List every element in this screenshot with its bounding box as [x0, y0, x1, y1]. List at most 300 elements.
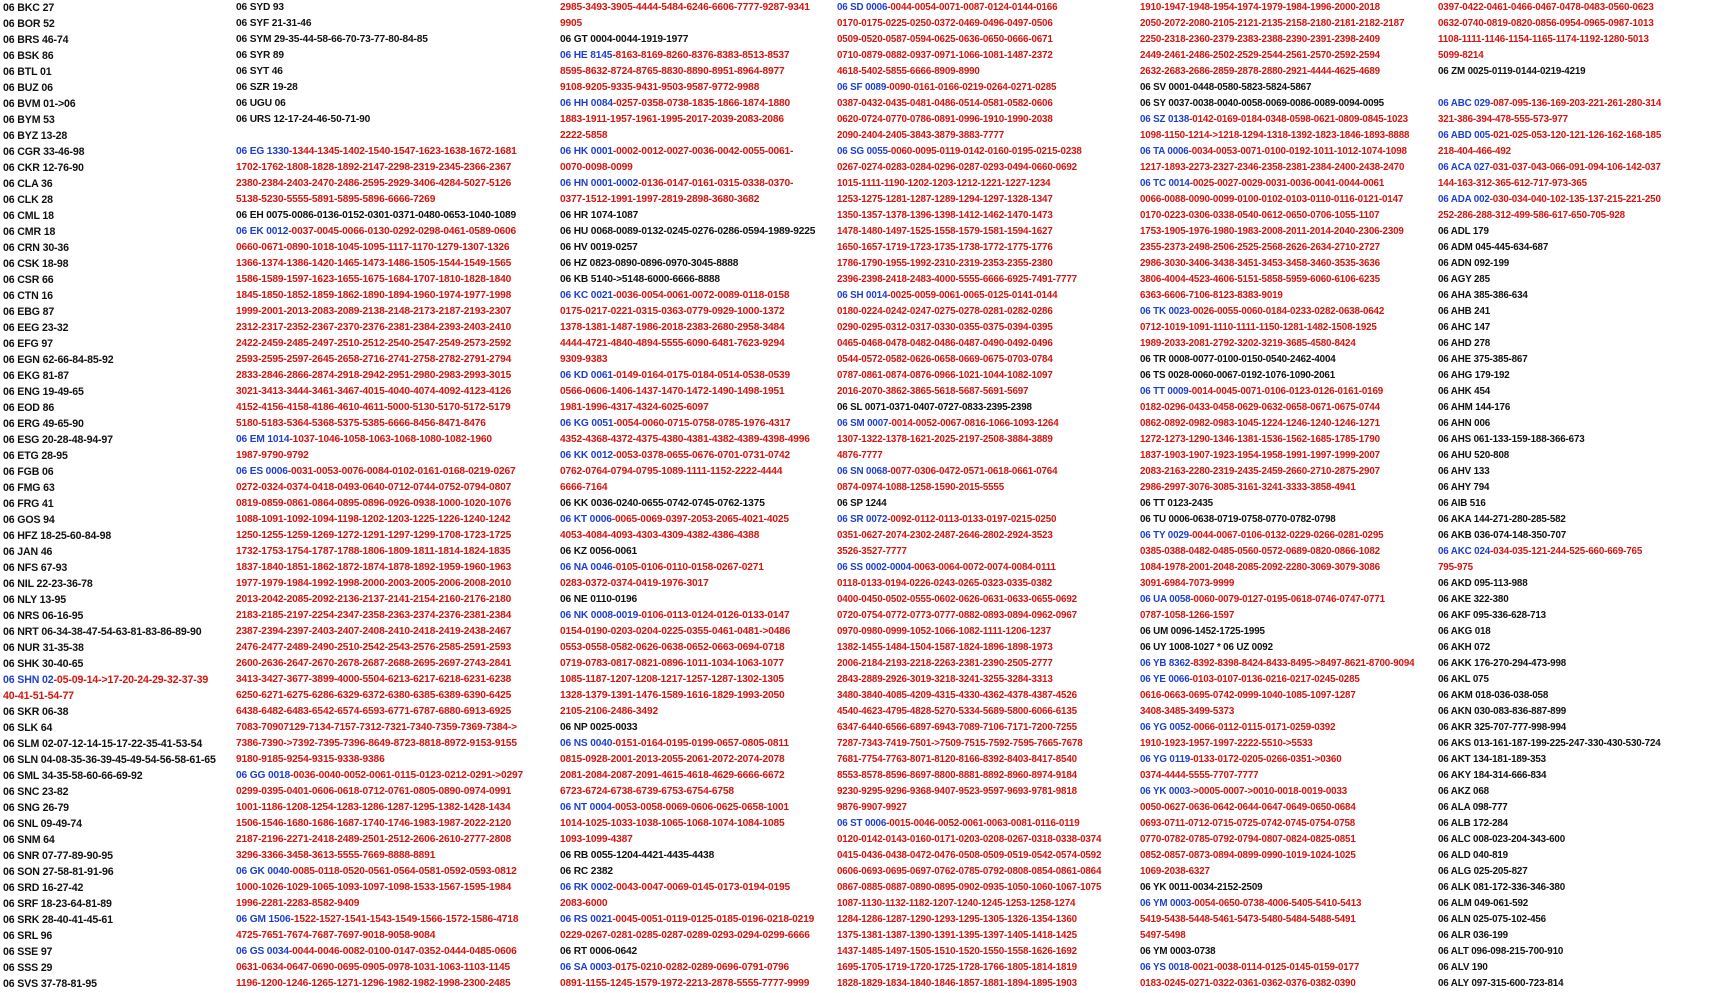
list-line — [560, 848, 835, 864]
list-line — [236, 224, 558, 240]
plate-entry: 06 ADL 179 — [1438, 226, 1489, 237]
number-series: -0106-0113-0124-0126-0133-0147 — [638, 610, 790, 621]
list-line — [837, 640, 1138, 656]
list-line — [1140, 64, 1436, 80]
plate-entry: 06 RB 0055-1204-4421-4435-4438 — [560, 850, 715, 861]
list-line — [236, 480, 558, 496]
list-line — [236, 976, 558, 992]
number-series: 0553-0558-0582-0626-0638-0652-0663-0694-0718 — [560, 642, 785, 653]
list-line — [560, 656, 835, 672]
number-series: -0034-0053-0071-0100-0192-1011-1012-1074-1098 — [1188, 146, 1407, 157]
plate-entry: 06 HFZ 18-25-60-84-98 — [3, 530, 112, 542]
list-line — [560, 96, 835, 112]
list-line — [3, 880, 233, 896]
list-line — [560, 48, 835, 64]
list-line — [236, 880, 558, 896]
plate-entry: 06 SP 1244 — [837, 498, 887, 509]
number-series: 5180-5183-5364-5368-5375-5385-6666-8456-8471-8476 — [236, 418, 486, 429]
number-series: -0092-0112-0113-0133-0197-0215-0250 — [887, 514, 1057, 525]
list-line — [1140, 688, 1436, 704]
list-line — [1140, 448, 1436, 464]
list-line — [1438, 0, 1693, 16]
prefix-code: 06 SN 0068 — [837, 466, 888, 477]
prefix-code: 06 ADA 002 — [1438, 194, 1490, 205]
number-series: 0631-0634-0647-0690-0695-0905-0978-1031-1063-1103-1145 — [236, 962, 510, 973]
number-series: 1999-2001-2013-2083-2089-2138-2148-2173-2187-2193-2307 — [236, 306, 512, 317]
prefix-code: 06 HH 0084 — [560, 98, 613, 109]
plate-entry: 06 AKS 013-161-187-199-225-247-330-430-530-724 — [1438, 738, 1661, 749]
number-series: 3296-3366-3458-3613-5555-7669-8888-8891 — [236, 850, 436, 861]
list-line — [236, 768, 558, 784]
list-line — [1140, 800, 1436, 816]
number-series: -0054-0060-0715-0758-0785-1976-4317 — [613, 418, 791, 429]
list-line — [3, 784, 233, 800]
list-line — [236, 560, 558, 576]
list-line — [1438, 880, 1693, 896]
list-line — [560, 480, 835, 496]
list-line — [837, 688, 1138, 704]
prefix-code: 06 RK 0002 — [560, 882, 613, 893]
plate-entry: 06 BYM 53 — [3, 114, 55, 126]
number-series: 2449-2461-2486-2502-2529-2544-2561-2570-2592-2594 — [1140, 50, 1380, 61]
plate-entry: 06 CSR 66 — [3, 274, 54, 286]
number-series: -0043-0047-0069-0145-0173-0194-0195 — [612, 882, 791, 893]
list-line — [3, 512, 233, 528]
prefix-code: 06 NK 0008-0019 — [560, 610, 639, 621]
list-line — [560, 400, 835, 416]
number-series: -0036-0040-0052-0061-0115-0123-0212-0291->0297 — [290, 770, 524, 781]
number-series: 9876-9907-9927 — [837, 802, 907, 813]
list-line — [3, 480, 233, 496]
plate-entry: 06 SYR 89 — [236, 50, 284, 61]
list-line — [3, 240, 233, 256]
number-series: -0044-0054-0071-0087-0124-0144-0166 — [887, 2, 1058, 13]
list-line — [1140, 512, 1436, 528]
plate-entry: 06 ALD 040-819 — [1438, 850, 1508, 861]
prefix-code: 06 YK 0003 — [1140, 786, 1191, 797]
number-series: 2843-2889-2926-3019-3218-3241-3255-3284-3313 — [837, 674, 1053, 685]
number-series: 2387-2394-2397-2403-2407-2408-2410-2418-2419-2438-2467 — [236, 626, 512, 637]
plate-entry: 06 BKC 27 — [3, 2, 55, 14]
number-series: 4444-4721-4840-4894-5555-6090-6481-7623-9294 — [560, 338, 785, 349]
list-line — [1140, 640, 1436, 656]
list-line — [1438, 256, 1693, 272]
plate-entry: 06 CKR 12-76-90 — [3, 162, 84, 174]
list-line — [1140, 576, 1436, 592]
list-line — [1140, 208, 1436, 224]
prefix-code: 06 TA 0006 — [1140, 146, 1189, 157]
plate-entry: 06 SL 0071-0371-0407-0727-0833-2395-2398 — [837, 402, 1032, 413]
list-line — [560, 576, 835, 592]
list-line — [3, 976, 233, 992]
list-line — [837, 160, 1138, 176]
number-series: -0045-0051-0119-0125-0185-0196-0218-0219 — [612, 914, 815, 925]
list-line — [3, 96, 233, 112]
number-series: 1307-1322-1378-1621-2025-2197-2508-3884-3889 — [837, 434, 1053, 445]
plate-entry: 06 CRN 30-36 — [3, 242, 69, 254]
list-line — [837, 736, 1138, 752]
number-series: 2050-2072-2080-2105-2121-2135-2158-2180-2181-2182-2187 — [1140, 18, 1405, 29]
list-line — [236, 240, 558, 256]
number-series: 0066-0088-0090-0099-0100-0102-0103-0110-0116-0121-0147 — [1140, 194, 1404, 205]
number-series: 40-41-51-54-77 — [3, 690, 74, 702]
number-series: 0385-0388-0482-0485-0560-0572-0689-0820-0866-1082 — [1140, 546, 1380, 557]
list-line — [837, 208, 1138, 224]
number-series: 0351-0627-2074-2302-2487-2646-2802-2924-3523 — [837, 530, 1053, 541]
number-series: 3091-6984-7073-9999 — [1140, 578, 1235, 589]
plate-entry: 06 SRK 28-40-41-45-61 — [3, 914, 113, 926]
list-line — [3, 144, 233, 160]
prefix-code: 06 ES 0006 — [236, 466, 288, 477]
list-line — [560, 832, 835, 848]
plate-entry: 06 RT 0006-0642 — [560, 946, 638, 957]
list-line — [837, 976, 1138, 992]
list-line — [560, 928, 835, 944]
plate-entry: 06 EEG 23-32 — [3, 322, 69, 334]
list-line — [1438, 624, 1693, 640]
list-line — [1438, 544, 1693, 560]
list-line — [1438, 240, 1693, 256]
number-series: 2250-2318-2360-2379-2383-2388-2390-2391-2398-2409 — [1140, 34, 1380, 45]
number-series: -0085-0118-0520-0561-0564-0581-0592-0593-0812 — [289, 866, 517, 877]
list-line — [236, 624, 558, 640]
list-line — [1438, 848, 1693, 864]
list-line — [1438, 80, 1693, 96]
plate-entry: 06 ALT 096-098-215-700-910 — [1438, 946, 1564, 957]
list-line — [560, 608, 835, 624]
list-line — [1438, 784, 1693, 800]
number-series: -1344-1345-1402-1540-1547-1623-1638-1672-1681 — [288, 146, 517, 157]
number-series: 0272-0324-0374-0418-0493-0640-0712-0744-0752-0794-0807 — [236, 482, 512, 493]
number-series: 0719-0783-0817-0821-0896-1011-1034-1063-1077 — [560, 658, 784, 669]
list-line — [1140, 960, 1436, 976]
plate-entry: 06 AKF 095-336-628-713 — [1438, 610, 1546, 621]
list-line — [1140, 816, 1436, 832]
list-line — [236, 32, 558, 48]
list-line — [1140, 976, 1436, 992]
list-line — [1140, 16, 1436, 32]
number-series: 0712-1019-1091-1110-1111-1150-1281-1482-1508-1925 — [1140, 322, 1377, 333]
number-series: 1786-1790-1955-1992-2310-2319-2353-2355-2380 — [837, 258, 1053, 269]
plate-entry: 06 BOR 52 — [3, 18, 55, 30]
list-line — [560, 736, 835, 752]
plate-entry: 06 AHS 061-133-159-188-366-673 — [1438, 434, 1585, 445]
list-line — [236, 592, 558, 608]
list-line — [560, 0, 835, 16]
number-series: 0400-0450-0502-0555-0602-0626-0631-0633-0655-0692 — [837, 594, 1077, 605]
list-line — [1140, 560, 1436, 576]
list-line — [3, 720, 233, 736]
number-series: 7386-7390->7392-7395-7396-8649-8723-8818-8972-9153-9155 — [236, 738, 517, 749]
list-line — [560, 864, 835, 880]
list-line — [1140, 128, 1436, 144]
number-series: 0377-1512-1991-1997-2819-2898-3680-3682 — [560, 194, 760, 205]
list-line — [837, 416, 1138, 432]
list-line — [1438, 384, 1693, 400]
list-line — [837, 960, 1138, 976]
list-line — [837, 64, 1138, 80]
list-line — [837, 560, 1138, 576]
list-line — [1140, 272, 1436, 288]
number-series: 1085-1187-1207-1208-1217-1257-1287-1302-1305 — [560, 674, 784, 685]
plate-entry: 06 AHY 794 — [1438, 482, 1490, 493]
number-series: -0031-0053-0076-0084-0102-0161-0168-0219-0267 — [287, 466, 516, 477]
plate-entry: 06 SNC 23-82 — [3, 786, 69, 798]
list-line — [560, 912, 835, 928]
list-line — [1438, 496, 1693, 512]
number-series: -0053-0058-0069-0606-0625-0658-1001 — [611, 802, 789, 813]
list-line — [1438, 48, 1693, 64]
list-line — [236, 736, 558, 752]
number-series: 1378-1381-1487-1986-2018-2383-2680-2958-3484 — [560, 322, 785, 333]
plate-entry: 06 BYZ 13-28 — [3, 130, 68, 142]
plate-entry: 06 EH 0075-0086-0136-0152-0301-0371-0480-0653-1040-1089 — [236, 210, 517, 221]
prefix-code: 06 YE 0066 — [1140, 674, 1190, 685]
list-line — [1438, 368, 1693, 384]
plate-entry: 06 ALV 190 — [1438, 962, 1488, 973]
plate-entry: 06 ADN 092-199 — [1438, 258, 1510, 269]
list-line — [3, 368, 233, 384]
number-series: 0693-0711-0712-0715-0725-0742-0745-0754-0758 — [1140, 818, 1356, 829]
list-line — [236, 384, 558, 400]
prefix-code: 06 ST 0006 — [837, 818, 887, 829]
plate-entry: 06 ALG 025-205-827 — [1438, 866, 1528, 877]
number-series: 1093-1099-4387 — [560, 834, 633, 845]
plate-entry: 06 ALR 036-199 — [1438, 930, 1508, 941]
plate-entry: 06 SNR 07-77-89-90-95 — [3, 850, 113, 862]
plate-entry: 06 SKR 06-38 — [3, 706, 69, 718]
list-line — [837, 464, 1138, 480]
plate-entry: 06 EKG 81-87 — [3, 370, 69, 382]
number-series: 1284-1286-1287-1290-1293-1295-1305-1326-1354-1360 — [837, 914, 1077, 925]
number-series: 0183-0245-0271-0322-0361-0362-0376-0382-0390 — [1140, 978, 1356, 989]
number-series: -0015-0046-0052-0061-0063-0081-0116-0119 — [886, 818, 1080, 829]
number-series: 2985-3493-3905-4444-5484-6246-6606-7777-9287-9341 — [560, 2, 810, 13]
plate-entry: 06 KB 5140->5148-6000-6666-8888 — [560, 274, 720, 285]
list-line — [1140, 656, 1436, 672]
prefix-code: 06 YG 0119 — [1140, 754, 1191, 765]
number-series: 0154-0190-0203-0204-0225-0355-0461-0481->0486 — [560, 626, 791, 637]
list-line — [3, 128, 233, 144]
prefix-code: 06 SM 0007 — [837, 418, 889, 429]
plate-entry: 06 EGN 62-66-84-85-92 — [3, 354, 114, 366]
plate-entry: 06 CGR 33-46-98 — [3, 146, 85, 158]
list-line — [1140, 256, 1436, 272]
list-line — [236, 320, 558, 336]
number-series: 6666-7164 — [560, 482, 608, 493]
prefix-code: 06 SG 0055 — [837, 146, 888, 157]
list-line — [837, 864, 1138, 880]
plate-entry: 06 AHE 375-385-867 — [1438, 354, 1528, 365]
number-series: 2013-2042-2085-2092-2136-2137-2141-2154-2160-2176-2180 — [236, 594, 512, 605]
list-line — [837, 912, 1138, 928]
list-line — [1140, 736, 1436, 752]
number-series: -0002-0012-0027-0036-0042-0055-0061- — [612, 146, 794, 157]
list-line — [1140, 464, 1436, 480]
list-line — [837, 112, 1138, 128]
number-series: -8163-8169-8260-8376-8383-8513-8537 — [612, 50, 790, 61]
list-line — [837, 400, 1138, 416]
number-series: 321-386-394-478-555-573-977 — [1438, 114, 1568, 125]
list-line — [1140, 416, 1436, 432]
prefix-code: 06 TT 0009 — [1140, 386, 1189, 397]
prefix-code: 06 YM 0003 — [1140, 898, 1192, 909]
prefix-code: 06 EM 1014 — [236, 434, 290, 445]
list-line — [236, 368, 558, 384]
list-line — [560, 512, 835, 528]
number-series: 5497-5498 — [1140, 930, 1186, 941]
number-series: 0620-0724-0770-0786-0891-0996-1910-1990-2038 — [837, 114, 1053, 125]
plate-entry: 06 NIL 22-23-36-78 — [3, 578, 93, 590]
list-line — [236, 432, 558, 448]
prefix-code: 06 SH 0014 — [837, 290, 888, 301]
plate-entry: 06 SVS 37-78-81-95 — [3, 978, 97, 990]
number-series: 1084-1978-2001-2048-2085-2092-2280-3069-3079-3086 — [1140, 562, 1380, 573]
plate-entry: 06 TR 0008-0077-0100-0150-0540-2462-4004 — [1140, 354, 1336, 365]
list-line — [837, 0, 1138, 16]
number-series: 1253-1275-1281-1287-1289-1294-1297-1328-1347 — [837, 194, 1053, 205]
prefix-code: 06 RS 0021 — [560, 914, 613, 925]
prefix-code: 06 SA 0003 — [560, 962, 612, 973]
list-line — [1140, 720, 1436, 736]
plate-entry: 06 FGB 06 — [3, 466, 54, 478]
number-series: -0136-0147-0161-0315-0338-0370- — [638, 178, 794, 189]
list-line — [1140, 32, 1436, 48]
list-line — [837, 256, 1138, 272]
number-series: 1586-1589-1597-1623-1655-1675-1684-1707-1810-1828-1840 — [236, 274, 512, 285]
prefix-code: 06 SZ 0138 — [1140, 114, 1190, 125]
number-series: 0787-0861-0874-0876-0966-1021-1044-1082-1097 — [837, 370, 1053, 381]
list-line — [837, 880, 1138, 896]
prefix-code: 06 ABD 005 — [1438, 130, 1491, 141]
list-line — [236, 864, 558, 880]
list-line — [3, 496, 233, 512]
plate-entry: 06 GOS 94 — [3, 514, 55, 526]
list-line — [3, 272, 233, 288]
plate-entry: 06 UY 1008-1027 * 06 UZ 0092 — [1140, 642, 1273, 653]
list-line — [3, 192, 233, 208]
number-series: 0970-0980-0999-1052-1066-1082-1111-1206-1237 — [837, 626, 1052, 637]
plate-entry: 06 AHK 454 — [1438, 386, 1491, 397]
number-series: 2312-2317-2352-2367-2370-2376-2381-2384-2393-2403-2410 — [236, 322, 512, 333]
number-series: 0283-0372-0374-0419-1976-3017 — [560, 578, 709, 589]
list-line — [837, 368, 1138, 384]
column-3 — [558, 0, 835, 993]
list-line — [3, 848, 233, 864]
prefix-code: 06 HN 0001-0002 — [560, 178, 639, 189]
plate-entry: 06 AKT 134-181-189-353 — [1438, 754, 1546, 765]
plate-entry: 06 SV 0001-0448-0580-5823-5824-5867 — [1140, 82, 1312, 93]
plate-entry: 06 AHB 241 — [1438, 306, 1491, 317]
number-series: 2222-5858 — [560, 130, 608, 141]
list-line — [837, 48, 1138, 64]
list-line — [3, 656, 233, 672]
prefix-code: 06 NT 0004 — [560, 802, 612, 813]
plate-entry: 06 SRD 16-27-42 — [3, 882, 84, 894]
number-series: 0720-0754-0772-0773-0777-0882-0893-0894-0962-0967 — [837, 610, 1077, 621]
list-line — [837, 176, 1138, 192]
list-line — [3, 288, 233, 304]
number-series: 4053-4084-4093-4303-4309-4382-4386-4388 — [560, 530, 760, 541]
number-series: 1001-1186-1208-1254-1283-1286-1287-1295-1382-1428-1434 — [236, 802, 511, 813]
list-line — [837, 704, 1138, 720]
list-line — [1140, 176, 1436, 192]
number-series: -0151-0164-0195-0199-0657-0805-0811 — [612, 738, 789, 749]
plate-entry: 06 NRT 06-34-38-47-54-63-81-83-86-89-90 — [3, 626, 202, 638]
number-series: -0175-0210-0282-0289-0696-0791-0796 — [611, 962, 790, 973]
list-line — [3, 624, 233, 640]
list-line — [1140, 96, 1436, 112]
number-series: -05-09-14->17-20-24-29-32-37-39 — [53, 674, 209, 686]
list-line — [560, 80, 835, 96]
number-series: 1014-1025-1033-1038-1065-1068-1074-1084-1085 — [560, 818, 785, 829]
list-line — [236, 816, 558, 832]
list-line — [560, 976, 835, 992]
number-series: 0120-0142-0143-0160-0171-0203-0208-0267-0318-0338-0374 — [837, 834, 1102, 845]
list-line — [1140, 864, 1436, 880]
list-line — [1438, 688, 1693, 704]
number-series: 4152-4156-4158-4186-4610-4611-5000-5130-5170-5172-5179 — [236, 402, 511, 413]
list-line — [1438, 432, 1693, 448]
number-series: -034-035-121-244-525-660-669-765 — [1490, 546, 1643, 557]
list-line — [3, 416, 233, 432]
prefix-code: 06 AKC 024 — [1438, 546, 1491, 557]
plate-entry: 06 AKD 095-113-988 — [1438, 578, 1528, 589]
list-line — [1140, 928, 1436, 944]
list-line — [3, 640, 233, 656]
number-series: 2090-2404-2405-3843-3879-3883-7777 — [837, 130, 1005, 141]
list-line — [560, 336, 835, 352]
list-line — [3, 944, 233, 960]
list-line — [1140, 160, 1436, 176]
plate-entry: 06 ESG 20-28-48-94-97 — [3, 434, 113, 446]
list-line — [1140, 80, 1436, 96]
list-line — [3, 704, 233, 720]
number-series: 0787-1058-1266-1597 — [1140, 610, 1235, 621]
plate-entry: 06 SYD 93 — [236, 2, 284, 13]
plate-entry: 06 SNL 09-49-74 — [3, 818, 82, 830]
list-line — [1438, 224, 1693, 240]
number-series: -0053-0378-0655-0676-0701-0731-0742 — [612, 450, 791, 461]
list-line — [1438, 960, 1693, 976]
list-line — [1438, 944, 1693, 960]
plate-entry: 06 ENG 19-49-65 — [3, 386, 84, 398]
list-line — [1140, 784, 1436, 800]
number-series: 0867-0885-0887-0890-0895-0902-0935-1050-1060-1067-1075 — [837, 882, 1102, 893]
number-series: 3480-3840-4085-4209-4315-4330-4362-4378-4387-4526 — [837, 690, 1077, 701]
list-line — [1140, 896, 1436, 912]
number-series: 0874-0974-1088-1258-1590-2015-5555 — [837, 482, 1005, 493]
list-line — [560, 288, 835, 304]
list-line — [236, 928, 558, 944]
number-series: 0660-0671-0890-1018-1045-1095-1117-1170-1279-1307-1326 — [236, 242, 510, 253]
number-series: 2476-2477-2489-2490-2510-2542-2543-2576-2585-2591-2593 — [236, 642, 512, 653]
list-line — [236, 544, 558, 560]
number-series: 3413-3427-3677-3899-4000-5504-6213-6217-6218-6231-6238 — [236, 674, 512, 685]
list-line — [3, 896, 233, 912]
list-line — [560, 448, 835, 464]
plate-entry: 06 AHD 278 — [1438, 338, 1491, 349]
list-line — [1140, 496, 1436, 512]
plate-entry: 06 AKN 030-083-836-887-899 — [1438, 706, 1567, 717]
list-line — [1438, 576, 1693, 592]
plate-entry: 06 AKR 325-707-777-998-994 — [1438, 722, 1567, 733]
plate-entry: 06 SRL 96 — [3, 930, 53, 942]
number-series: 2833-2846-2866-2874-2918-2942-2951-2980-2983-2993-3015 — [236, 370, 512, 381]
number-series: 0770-0782-0785-0792-0794-0807-0824-0825-0851 — [1140, 834, 1356, 845]
number-series: 0180-0224-0242-0247-0275-0278-0281-0282-0286 — [837, 306, 1053, 317]
list-line — [560, 352, 835, 368]
